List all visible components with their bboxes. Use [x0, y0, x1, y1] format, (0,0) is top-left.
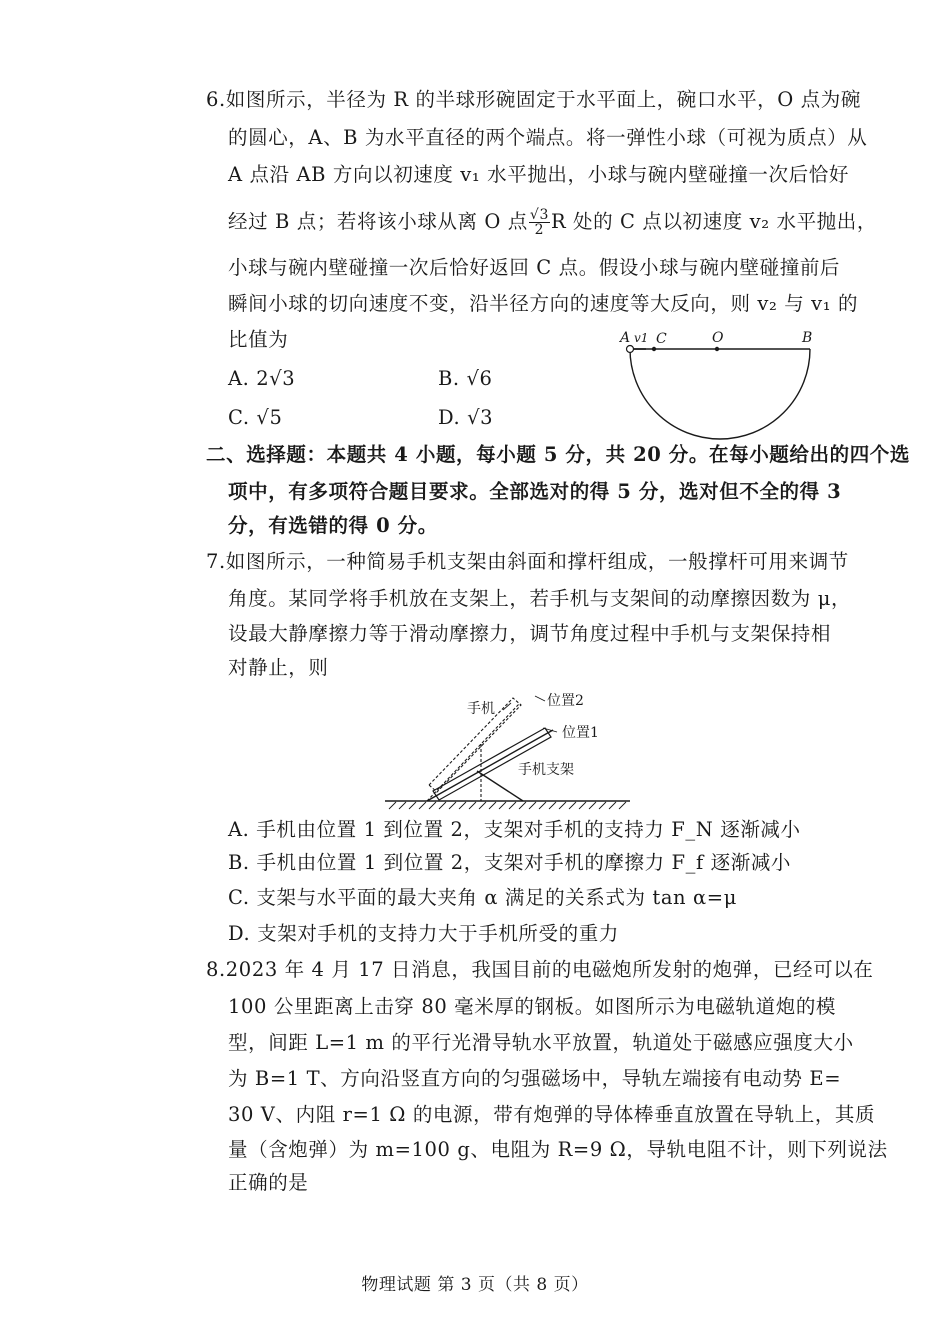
q8-line-4: 为 B=1 T、方向沿竖直方向的匀强磁场中，导轨左端接有电动势 E=: [228, 1067, 842, 1090]
stand-rod: [477, 771, 523, 801]
label-position-2: 位置2: [547, 693, 584, 709]
q6-fraction: [529, 208, 550, 237]
page-footer: 物理试题 第 3 页（共 8 页）: [361, 1275, 589, 1295]
bowl-diagram: [612, 326, 822, 446]
label-c: C: [656, 331, 667, 347]
ball-at-a: [627, 346, 634, 353]
q6-option-c: C. √5: [228, 406, 283, 429]
q7-option-b: B. 手机由位置 1 到位置 2，支架对手机的摩擦力 F_f 逐渐减小: [228, 851, 792, 874]
q7-option-a: A. 手机由位置 1 到位置 2，支架对手机的支持力 F_N 逐渐减小: [228, 818, 801, 841]
label-phone: 手机: [467, 701, 495, 717]
q7-option-d: D. 支架对手机的支持力大于手机所受的重力: [228, 922, 619, 945]
q7-line-2: 角度。某同学将手机放在支架上，若手机与支架间的动摩擦因数为 μ，: [228, 587, 852, 610]
q7-line-1: 7.如图所示，一种简易手机支架由斜面和撑杆组成，一般撑杆可用来调节: [206, 550, 849, 573]
section2-line-3: 分，有选错的得 0 分。: [228, 514, 438, 537]
q6-line-4: [228, 208, 877, 237]
bowl-arc: [630, 349, 810, 439]
label-b: B: [802, 330, 813, 346]
q8-line-5: 30 V、内阻 r=1 Ω 的电源，带有炮弹的导体棒垂直放置在导轨上，其质: [228, 1103, 876, 1126]
fraction-denominator: 2: [534, 222, 545, 238]
q7-line-4: 对静止，则: [228, 656, 329, 679]
section2-line-2: 项中，有多项符合题目要求。全部选对的得 5 分，选对但不全的得 3: [228, 480, 842, 503]
label-stand: 手机支架: [518, 762, 574, 778]
stand-incline-position-2: [427, 704, 519, 801]
q6-line-4-post: R 处的 C 点以初速度 v₂ 水平抛出，: [550, 210, 877, 233]
q6-line-6: 瞬间小球的切向速度不变，沿半径方向的速度等大反向，则 v₂ 与 v₁ 的: [228, 292, 859, 315]
q6-line-4-pre: 经过 B 点；若将该小球从离 O 点: [228, 210, 528, 233]
ground-hatching: [389, 802, 626, 809]
q8-line-7: 正确的是: [228, 1171, 309, 1194]
q8-line-3: 型，间距 L=1 m 的平行光滑导轨水平放置，轨道处于磁感应强度大小: [228, 1031, 854, 1054]
phone-stand-diagram: [385, 688, 635, 813]
q6-option-b: B. √6: [438, 367, 493, 390]
q6-line-3: A 点沿 AB 方向以初速度 v₁ 水平抛出，小球与碗内壁碰撞一次后恰好: [228, 163, 849, 186]
pos2-leader-line: [535, 696, 545, 701]
q6-line-1: 6.如图所示，半径为 R 的半球形碗固定于水平面上，碗口水平，O 点为碗: [206, 88, 861, 111]
q8-line-1: 8.2023 年 4 月 17 日消息，我国目前的电磁炮所发射的炮弹，已经可以在: [206, 958, 874, 981]
label-position-1: 位置1: [562, 725, 599, 741]
fraction-numerator: √3: [529, 207, 549, 223]
label-o: O: [712, 330, 724, 346]
q6-option-a: A. 2√3: [228, 367, 296, 390]
q7-option-c: C. 支架与水平面的最大夹角 α 满足的关系式为 tan α=μ: [228, 886, 737, 909]
q8-line-6: 量（含炮弹）为 m=100 g、电阻为 R=9 Ω，导轨电阻不计，则下列说法: [228, 1138, 888, 1161]
label-v1: v1: [634, 331, 649, 345]
q6-line-2: 的圆心，A、B 为水平直径的两个端点。将一弹性小球（可视为质点）从: [228, 126, 868, 149]
label-a: A: [620, 330, 631, 346]
q6-line-7: 比值为: [228, 328, 289, 351]
section2-line-1: 二、选择题：本题共 4 小题，每小题 5 分，共 20 分。在每小题给出的四个选: [206, 443, 911, 466]
q6-line-5: 小球与碗内壁碰撞一次后恰好返回 C 点。假设小球与碗内壁碰撞前后: [228, 256, 841, 279]
q6-option-d: D. √3: [438, 406, 494, 429]
point-o-dot: [715, 347, 719, 351]
q7-line-3: 设最大静摩擦力等于滑动摩擦力，调节角度过程中手机与支架保持相: [228, 622, 832, 645]
point-c-dot: [652, 347, 656, 351]
q8-line-2: 100 公里距离上击穿 80 毫米厚的钢板。如图所示为电磁轨道炮的模: [228, 995, 837, 1018]
